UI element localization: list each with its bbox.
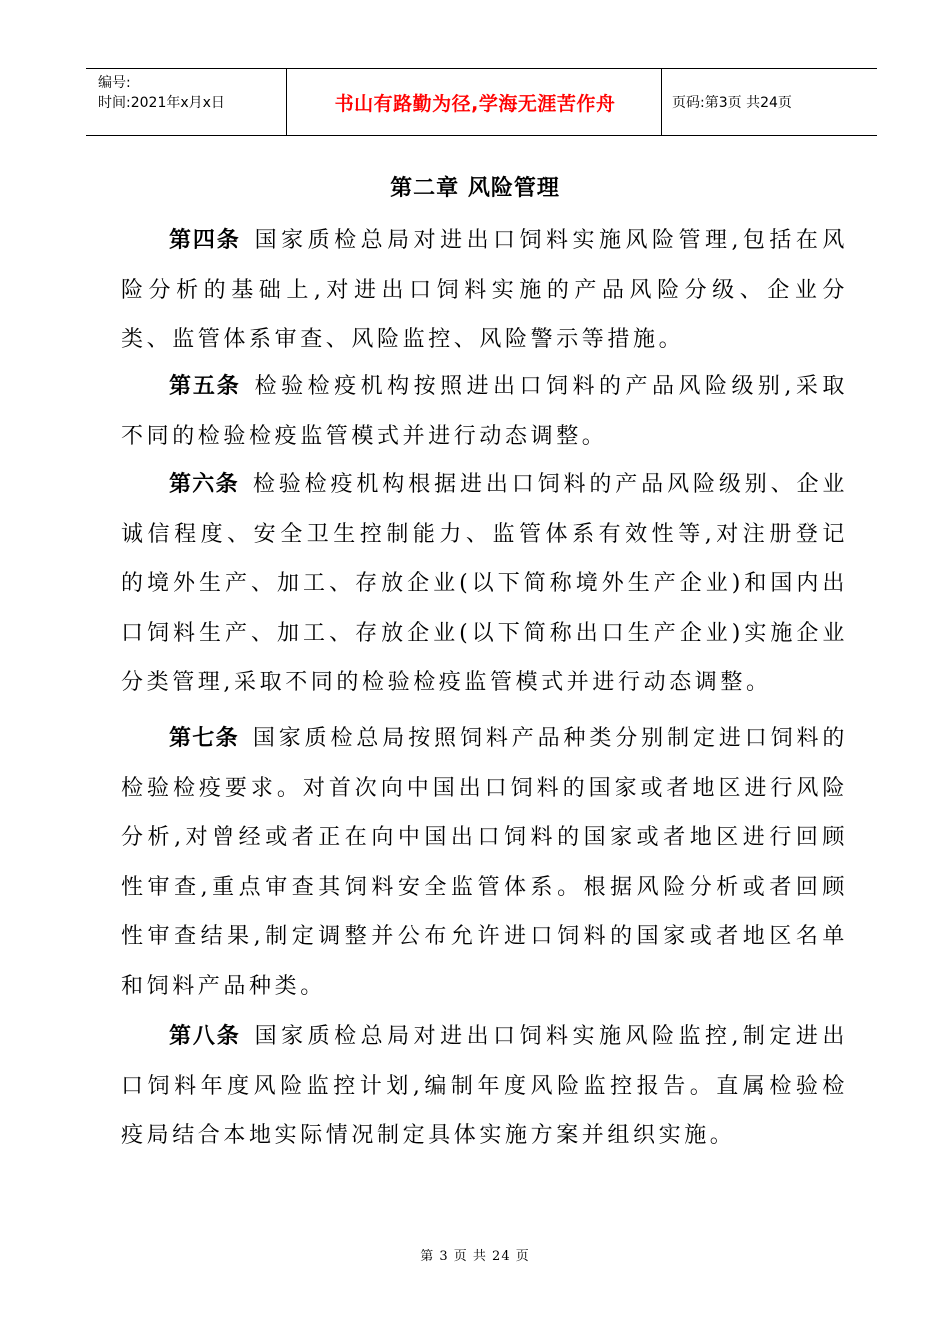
- article-8: [121, 1012, 848, 1161]
- article-text: 检验检疫机构按照进出口饲料的产品风险级别,采取不同的检验检疫监管模式并进行动态调整。: [121, 374, 848, 449]
- article-number: 第七条: [169, 726, 239, 751]
- article-text: 国家质检总局对进出口饲料实施风险监控,制定进出口饲料年度风险监控计划,编制年度风险监控报告。直属检验检疫局结合本地实际情况制定具体实施方案并组织实施。: [121, 1024, 848, 1148]
- header-motto-cell: [287, 69, 662, 135]
- header-table: [86, 68, 877, 136]
- article-4: [121, 216, 848, 365]
- header-page-cell: [662, 69, 877, 135]
- time-label: 时间:2021年x月x日: [98, 95, 225, 111]
- article-text: 国家质检总局按照饲料产品种类分别制定进口饲料的检验检疫要求。对首次向中国出口饲料的国家或者地区进行风险分析,对曾经或者正在向中国出口饲料的国家或者地区进行回顾性审查,重点审查其饲料安全监管体系。根据风险分析或者回顾性审查结果,制定调整并公布允许进口饲料的国家或者地区名单和饲料产品种类。: [121, 726, 848, 999]
- motto-text: 书山有路勤为径,学海无涯苦作舟: [334, 92, 616, 115]
- header-meta-cell: [86, 69, 287, 135]
- serial-label: 编号:: [98, 75, 131, 91]
- page-info: 页码:第3页 共24页: [672, 95, 792, 111]
- article-7: [121, 714, 848, 1011]
- article-number: 第五条: [169, 374, 241, 399]
- article-text: 检验检疫机构根据进出口饲料的产品风险级别、企业诚信程度、安全卫生控制能力、监管体系有效性等,对注册登记的境外生产、加工、存放企业(以下简称境外生产企业)和国内出口饲料生产、加工、存放企业(以下简称出口生产企业)实施企业分类管理,采取不同的检验检疫监管模式并进行动态调整。: [121, 472, 848, 695]
- page-footer: 第 3 页 共 24 页: [420, 1249, 530, 1264]
- article-6: [121, 460, 848, 708]
- article-text: 国家质检总局对进出口饲料实施风险管理,包括在风险分析的基础上,对进出口饲料实施的产品风险分级、企业分类、监管体系审查、风险监控、风险警示等措施。: [121, 228, 848, 352]
- chapter-title: 第二章 风险管理: [390, 176, 560, 201]
- article-number: 第六条: [169, 472, 239, 497]
- article-number: 第八条: [169, 1024, 241, 1049]
- article-5: [121, 362, 848, 461]
- article-number: 第四条: [169, 228, 241, 253]
